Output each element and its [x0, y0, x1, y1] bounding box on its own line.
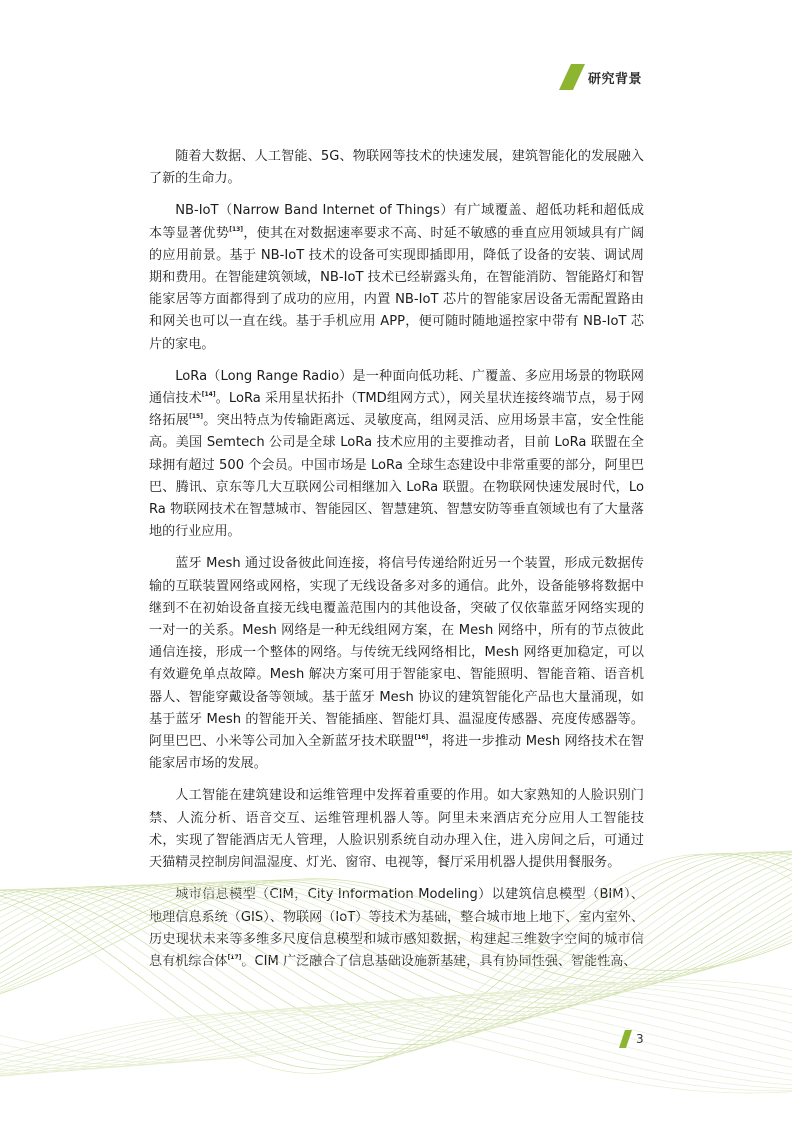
- text-run: 随着大数据、人工智能、5G、物联网等技术的快速发展，建筑智能化的发展融入了新的生命力。: [149, 149, 644, 187]
- paragraph-bluetooth-mesh: [149, 553, 644, 775]
- section-header: [559, 64, 642, 90]
- wave-line: [0, 982, 792, 1062]
- wave-line: [0, 1004, 792, 1080]
- wave-line: [0, 854, 792, 1073]
- wave-line: [0, 883, 792, 1003]
- text-run: 人工智能在建筑建设和运维管理中发挥着重要的作用。如大家熟知的人脸识别门禁、人流分析、语音交互、运维管理机器人等。阿里未来酒店充分应用人工智能技术，实现了智能酒店无人管理，人脸识别系统自动办理入住，进入房间之后，可通过天猫精灵控制房间温湿度、灯光、窗帘、电视等，餐厅采用机器人提供用餐服务。: [149, 788, 644, 871]
- page-number: [619, 1030, 644, 1048]
- citation-ref: [15]: [189, 413, 203, 421]
- text-run: 。CIM 广泛融合了信息基础设施新基建，具有协同性强、智能性高、: [241, 953, 637, 969]
- wave-line: [0, 995, 792, 1075]
- text-run: NB-IoT（Narrow Band Internet of Things）有广域覆盖、超低功耗和超低成本等显著优势: [149, 203, 644, 241]
- wave-line: [0, 852, 792, 1040]
- text-run: ，将进一步推动 Mesh 网络技术在智能家居市场的发展。: [149, 734, 644, 772]
- green-slash-icon: [559, 64, 585, 90]
- wave-line: [0, 853, 792, 1065]
- decorative-wave-lines: [0, 770, 793, 1122]
- section-title: 研究背景: [588, 71, 643, 87]
- wave-line: [0, 851, 792, 1045]
- paragraph-nb-iot: [149, 200, 644, 355]
- green-slash-icon: [619, 1030, 632, 1048]
- page-number-text: 3: [636, 1032, 644, 1046]
- paragraph-nb-iot-intro: [149, 146, 644, 190]
- text-run: 城市信息模型（CIM，City Information Modeling）以建筑信息模型（BIM）、地理信息系统（GIS）、物联网（IoT）等技术为基础，整合城市地上地下、室内室外、历史现状未来等多维多尺度信息模型和城市感知数据，构建起三维数字空间的城市信息有机综合体: [149, 887, 644, 969]
- text-run: 。LoRa 采用星状拓扑（TMD组网方式），网关星状连接终端节点，易于网络拓展: [149, 391, 645, 429]
- paragraph-lora: [149, 366, 644, 544]
- wave-line: [0, 980, 792, 1060]
- citation-ref: [13]: [229, 225, 244, 233]
- text-run: 蓝牙 Mesh 通过设备彼此间连接，将信号传递给附近另一个装置，形成元数据传输的互联装置网络或网格，实现了无线设备多对多的通信。此外，设备能够将数据中继到不在初始设备直接无线电覆盖范围内的其他设备，突破了仅依靠蓝牙网络实现的一对一的关系。Mesh 网络是一种无线组网方案，在 Mesh 网络中，所有的节点彼此通信连接，形成一个整体的网络。与传统无线网络相比，Mesh 网络更加稳定，可以有效避免单点故障。Mesh 解决方案可用于智能家电、智能照明、智能音箱、语音机器人、智能穿戴设备等领域。基于蓝牙 Mesh 协议的建筑智能化产品也大量涌现，如基于蓝牙 Mesh 的智能开关、智能插座、智能灯具、温湿度传感器、亮度传感器等。阿里巴巴、小米等公司加入全新蓝牙技术联盟: [149, 556, 644, 750]
- citation-ref: [17]: [227, 953, 242, 961]
- wave-line: [0, 852, 792, 1057]
- wave-line: [0, 884, 792, 1012]
- text-run: ，使其在对数据速率要求不高、时延不敏感的垂直应用领域具有广阔的应用前景。基于 NB-IoT 技术的设备可实现即插即用，降低了设备的安装、调试周期和费用。在智能建筑领域，NB-IoT 技术已经崭露头角，在智能消防、智能路灯和智能家居等方面都得到了成功的应用，内置 NB-IoT 芯片的智能家居设备无需配置路由和网关也可以一直在线。基于手机应用 APP，便可随时随地遥控家中带有 NB-IoT 芯片的家电。: [149, 225, 645, 352]
- citation-ref: [14]: [201, 391, 216, 399]
- text-run: LoRa（Long Range Radio）是一种面向低功耗、广覆盖、多应用场景的物联网通信技术: [149, 368, 644, 407]
- citation-ref: [16]: [414, 734, 429, 742]
- wave-line: [0, 880, 792, 1016]
- text-run: 。突出特点为传输距离远、灵敏度高，组网灵活、应用场景丰富，安全性能高。美国 Semtech 公司是全球 LoRa 技术应用的主要推动者，目前 LoRa 联盟在全球拥有超过 500 个会员。中国市场是 LoRa 全球生态建设中非常重要的部分，阿里巴巴、腾讯、京东等几大互联网公司相继加入 LoRa 联盟。在物联网快速发展时代，LoRa 物联网技术在智慧城市、智能园区、智慧建筑、智慧安防等垂直领域也有了大量落地的行业应用。: [149, 413, 645, 540]
- wave-line: [0, 1006, 792, 1085]
